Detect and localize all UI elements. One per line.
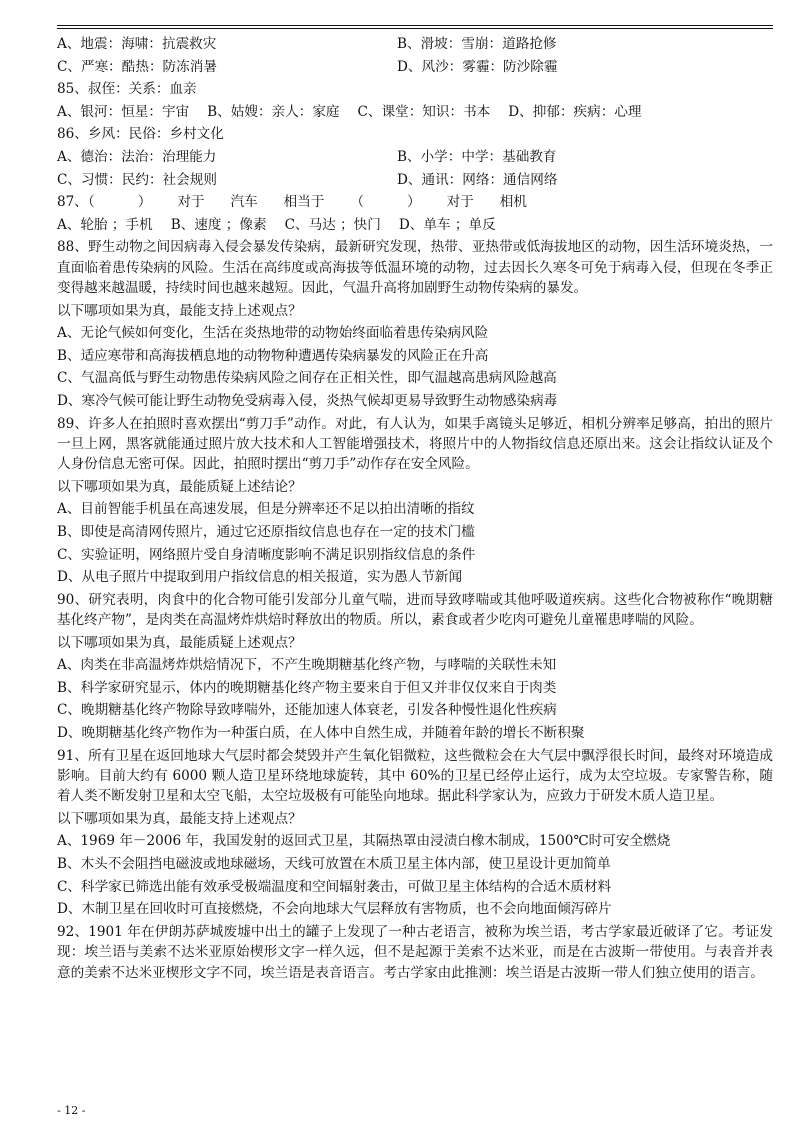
q90-stem: 90、研究表明，肉食中的化合物可能引发部分儿童气喘，进而导致哮喘或其他呼吸道疾病。这些化合物被称作“晚期糖基化终产物”，是肉类在高温烤炸烘焙时释放出的物质。所以，素食或者少吃肉可避免儿童罹患哮喘的风险。 [57,591,773,629]
q86-option-a: A、德治：法治：治理能力 [57,148,217,165]
q89-stem: 89、许多人在拍照时喜欢摆出“剪刀手”动作。对此，有人认为，如果手离镜头足够近，相机分辨率足够高，拍出的照片一旦上网，黑客就能通过照片放大技术和人工智能增强技术，将照片中的人物指纹信息还原出来。这会让指纹认证及个人身份信息无密可保。因此，拍照时摆出“剪刀手”动作存在安全风险。 [57,415,773,473]
q87-option-b: B、速度 ；像素 [170,216,267,233]
q88-question: 以下哪项如果为真，最能支持上述观点？ [57,302,302,319]
q87-option-a: A、轮胎 ；手机 [57,216,153,233]
q86-option-c: C、习惯：民约：社会规则 [57,171,217,188]
q87-option-c: C、马达 ；快门 [284,216,381,233]
q84-option-b: B、滑坡：雪崩：道路抢修 [397,36,557,52]
q86-option-d: D、通讯：网络：通信网络 [397,171,558,188]
q84-options-row2 [57,56,773,79]
q88-option-c: C、气温高低与野生动物患传染病风险之间存在正相关性，即气温越高患病风险越高 [57,370,557,387]
q87-option-d: D、单车 ；单反 [398,216,496,233]
q85-options [57,101,773,124]
q91-option-a: A、1969 年－2006 年，我国发射的返回式卫星，其隔热罩由浸渍白橡木制成，1500℃时可安全燃烧 [57,833,671,850]
q89-option-a: A、目前智能手机虽在高速发展，但是分辨率还不足以拍出清晰的指纹 [57,501,475,518]
q86-option-b: B、小学：中学：基础教育 [397,148,557,165]
q89-question: 以下哪项如果为真，最能质疑上述结论？ [57,478,302,495]
q90-question: 以下哪项如果为真，最能质疑上述观点？ [57,634,302,651]
q89-option-b: B、即使是高清网传照片，通过它还原指纹信息也存在一定的技术门槛 [57,523,475,540]
q88-option-a: A、无论气候如何变化，生活在炎热地带的动物始终面临着患传染病风险 [57,325,489,342]
q87-options [57,214,773,237]
q84-option-c: C、严寒：酷热：防冻消暑 [57,58,217,75]
q88-option-b: B、适应寒带和高海拔栖息地的动物物种遭遇传染病暴发的风险正在升高 [57,347,489,364]
q84-option-a: A、地震：海啸：抗震救灾 [57,36,217,52]
q85-option-a: A、银河：恒星：宇宙 [57,103,190,120]
q90-option-b: B、科学家研究显示，体内的晚期糖基化终产物主要来自于但又并非仅仅来自于肉类 [57,679,557,696]
q89-option-d: D、从电子照片中提取到用户指纹信息的相关报道，实为愚人节新闻 [57,569,463,586]
q91-stem: 91、所有卫星在返回地球大气层时都会焚毁并产生氧化铝微粒，这些微粒会在大气层中飘浮很长时间，最终对环境造成影响。目前大约有 6000 颗人造卫星环绕地球旋转，其中 60%的卫星已经停止运行，成为太空垃圾。专家警告称，随着人类不断发射卫星和太空飞船，太空垃圾极有可能坠向地球。据此科学家认为，应致力于研发木质人造卫星。 [57,747,773,805]
q90-option-d: D、晚期糖基化终产物作为一种蛋白质，在人体中自然生成，并随着年龄的增长不断积聚 [57,724,585,741]
q90-option-c: C、晚期糖基化终产物除导致哮喘外，还能加速人体衰老，引发各种慢性退化性疾病 [57,702,557,719]
q90-option-a: A、肉类在非高温烤炸烘焙情况下，不产生晚期糖基化终产物，与哮喘的关联性未知 [57,657,557,674]
q85-option-b: B、姑嫂：亲人：家庭 [207,103,340,120]
q91-question: 以下哪项如果为真，最能支持上述观点？ [57,810,302,827]
q92-stem: 92、1901 年在伊朗苏萨城废墟中出土的罐子上发现了一种古老语言，被称为埃兰语，考古学家最近破译了它。考证发现：埃兰语与美索不达米亚原始楔形文字一样久远，但不是起源于美索不达米亚，而是在古波斯一带使用。与表音并表意的美索不达米亚楔形文字不同，埃兰语是表音语言。考古学家由此推测：埃兰语是古波斯一带人们独立使用的语言。 [57,923,773,981]
q86-options-row2 [57,169,773,192]
q86-options-row1 [57,146,773,169]
q91-option-d: D、木制卫星在回收时可直接燃烧，不会向地球大气层释放有害物质，也不会向地面倾泻碎片 [57,901,612,918]
header-rule-bottom [57,28,773,29]
page-number: - 12 - [57,1104,86,1117]
q85-option-d: D、抑郁：疾病：心理 [508,103,642,120]
q91-option-b: B、木头不会阻挡电磁波或地球磁场，天线可放置在木质卫星主体内部，使卫星设计更加简单 [57,855,611,872]
q84-option-d: D、风沙：雾霾：防沙除霾 [397,58,558,75]
q88-option-d: D、寒冷气候可能让野生动物免受病毒入侵，炎热气候却更易导致野生动物感染病毒 [57,392,558,409]
q85-stem: 85、叔侄：关系：血亲 [57,81,197,98]
q91-option-c: C、科学家已筛选出能有效承受极端温度和空间辐射袭击，可做卫星主体结构的合适木质材料 [57,878,612,895]
q86-stem: 86、乡风：民俗：乡村文化 [57,126,224,143]
q87-stem: 87、（ ） 对于 汽车 相当于 （ ） 对于 相机 [57,194,527,211]
q88-stem: 88、野生动物之间因病毒入侵会暴发传染病，最新研究发现，热带、亚热带或低海拔地区的动物，因生活环境炎热，一直面临着患传染病的风险。生活在高纬度或高海拔等低温环境的动物，过去因长久寒冬可免于病毒入侵，但现在冬季正变得越来越温暖，持续时间也越来越短。因此，气温升高将加剧野生动物传染病的暴发。 [57,239,773,297]
q85-option-c: C、课堂：知识：书本 [357,103,491,120]
q84-options-row1 [57,33,773,56]
page-content [57,33,773,984]
header-rule-top [57,25,773,26]
q89-option-c: C、实验证明，网络照片受自身清晰度影响不满足识别指纹信息的条件 [57,546,476,563]
